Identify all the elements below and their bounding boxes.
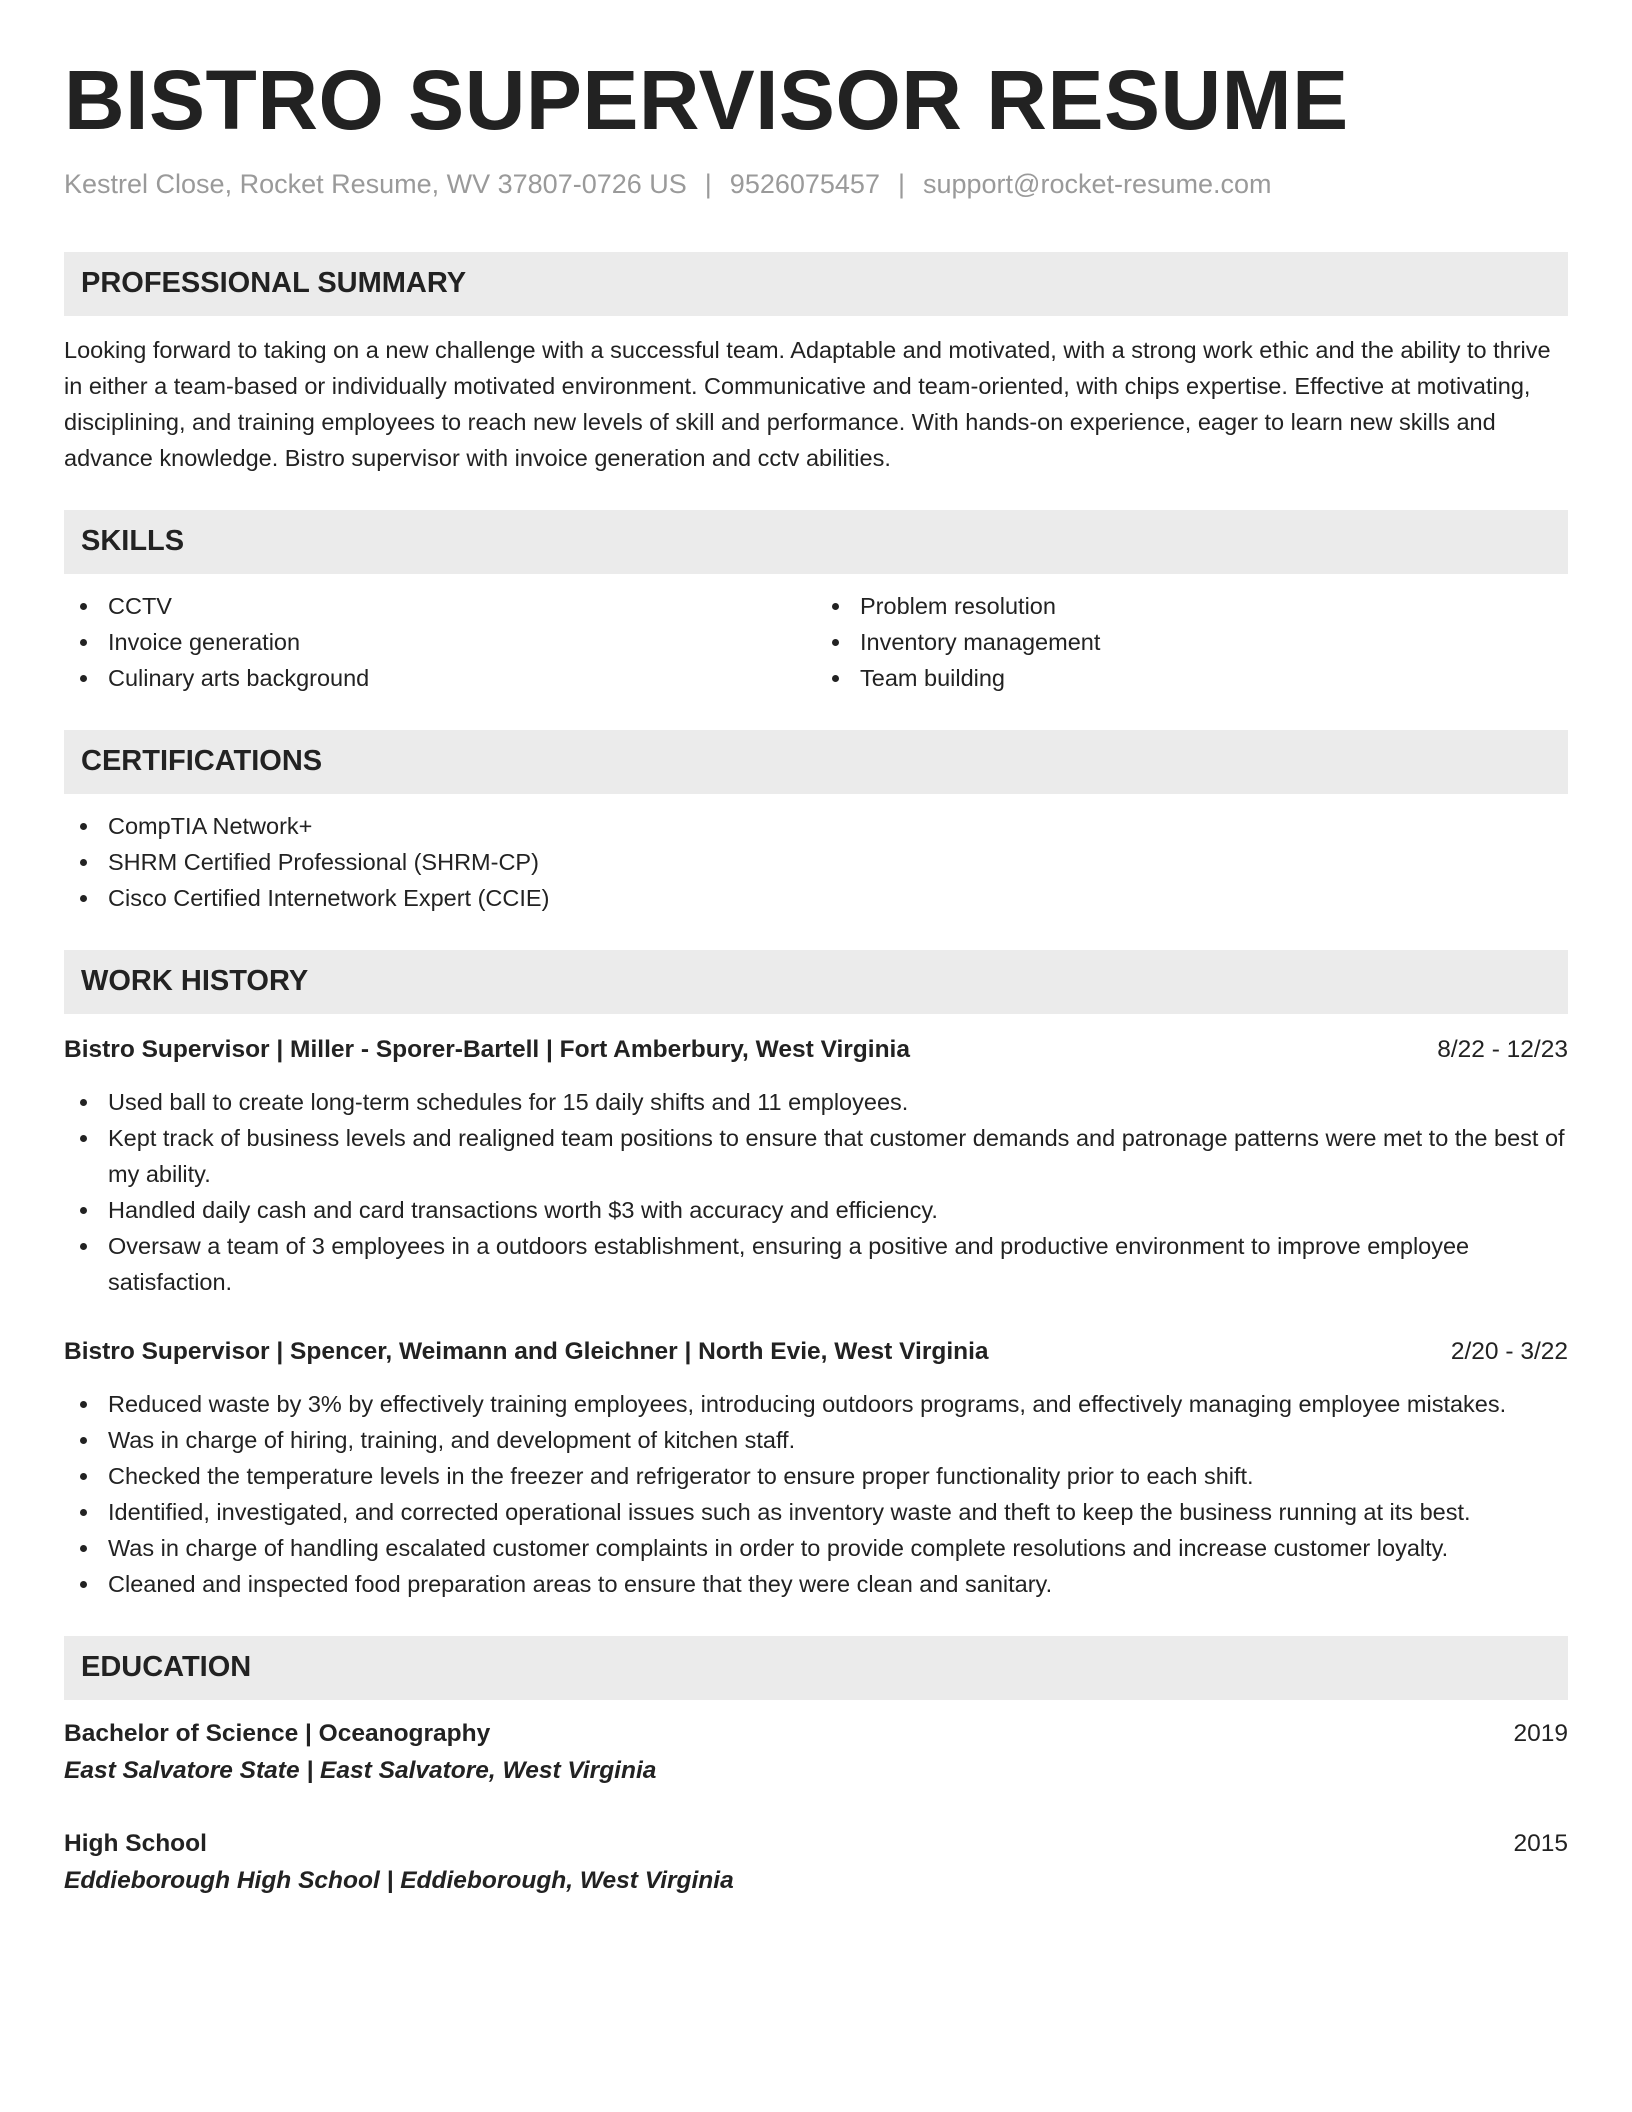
job-dates: 2/20 - 3/22 [1450,1337,1568,1365]
job-bullet: Was in charge of handling escalated customer complaints in order to provide complete resolutions and increase customer loyalty. [64,1530,1568,1566]
education-school: East Salvatore State | East Salvatore, West Virginia [64,1756,657,1784]
job-bullets [64,1386,1568,1602]
section-header-skills: SKILLS [64,510,1568,574]
education-entry [64,1716,1568,1790]
skill-item: CCTV [64,588,816,624]
job-bullet: Identified, investigated, and corrected operational issues such as inventory waste and theft to keep the business running at its best. [64,1494,1568,1530]
job-bullet: Kept track of business levels and realigned team positions to ensure that customer demands and patronage patterns were met to the best of my ability. [64,1120,1568,1192]
job-heading [64,1334,1568,1370]
education-year: 2019 [1513,1719,1568,1747]
skills-list [64,588,1568,696]
job-dates: 8/22 - 12/23 [1437,1035,1568,1063]
job-bullet: Was in charge of hiring, training, and development of kitchen staff. [64,1422,1568,1458]
education-heading [64,1826,1568,1862]
skill-item: Culinary arts background [64,660,816,696]
job-bullet: Handled daily cash and card transactions worth $3 with accuracy and efficiency. [64,1192,1568,1228]
job-bullet: Reduced waste by 3% by effectively training employees, introducing outdoors programs, and effectively managing employee mistakes. [64,1386,1568,1422]
contact-line [64,167,1568,202]
skill-item: Team building [816,660,1568,696]
education-school: Eddieborough High School | Eddieborough, West Virginia [64,1866,734,1894]
job-title-company: Bistro Supervisor | Miller - Sporer-Bartell | Fort Amberbury, West Virginia [64,1035,910,1063]
section-header-certifications: CERTIFICATIONS [64,730,1568,794]
certifications-list [64,808,1568,916]
skills-column-left [64,588,816,696]
certification-item: CompTIA Network+ [64,808,1568,844]
resume-title: BISTRO SUPERVISOR RESUME [64,53,1349,147]
contact-phone: 9526075457 [729,168,880,199]
skill-item: Invoice generation [64,624,816,660]
job-bullet: Cleaned and inspected food preparation areas to ensure that they were clean and sanitary. [64,1566,1568,1602]
certification-item: Cisco Certified Internetwork Expert (CCIE) [64,880,1568,916]
section-header-education: EDUCATION [64,1636,1568,1700]
education-degree: Bachelor of Science | Oceanography [64,1719,491,1747]
contact-separator: | [704,168,712,199]
skills-column-right [816,588,1568,696]
contact-email: support@rocket-resume.com [922,168,1272,199]
contact-address: Kestrel Close, Rocket Resume, WV 37807-0726 US [64,168,687,199]
summary-text: Looking forward to taking on a new challenge with a successful team. Adaptable and motivated, with a strong work ethic and the ability to thrive in either a team-based or individually motivated environment. Communicative and team-oriented, with chips expertise. Effective at motivating, disciplining, and training employees to reach new levels of skill and performance. With hands-on experience, eager to learn new skills and advance knowledge. Bistro supervisor with invoice generation and cctv abilities. [64,336,1551,471]
skill-item: Inventory management [816,624,1568,660]
job-bullets [64,1084,1568,1300]
contact-separator: | [897,168,905,199]
job-bullet: Used ball to create long-term schedules for 15 daily shifts and 11 employees. [64,1084,1568,1120]
education-entry [64,1826,1568,1900]
job-title-company: Bistro Supervisor | Spencer, Weimann and Gleichner | North Evie, West Virginia [64,1337,989,1365]
certification-item: SHRM Certified Professional (SHRM-CP) [64,844,1568,880]
education-heading [64,1716,1568,1752]
job-heading [64,1032,1568,1068]
job-bullet: Checked the temperature levels in the freezer and refrigerator to ensure proper functionality prior to each shift. [64,1458,1568,1494]
skill-item: Problem resolution [816,588,1568,624]
job-bullet: Oversaw a team of 3 employees in a outdoors establishment, ensuring a positive and productive environment to improve employee satisfaction. [64,1228,1568,1300]
section-header-summary: PROFESSIONAL SUMMARY [64,252,1568,316]
education-degree: High School [64,1829,207,1857]
education-year: 2015 [1513,1829,1568,1857]
section-header-work-history: WORK HISTORY [64,950,1568,1014]
